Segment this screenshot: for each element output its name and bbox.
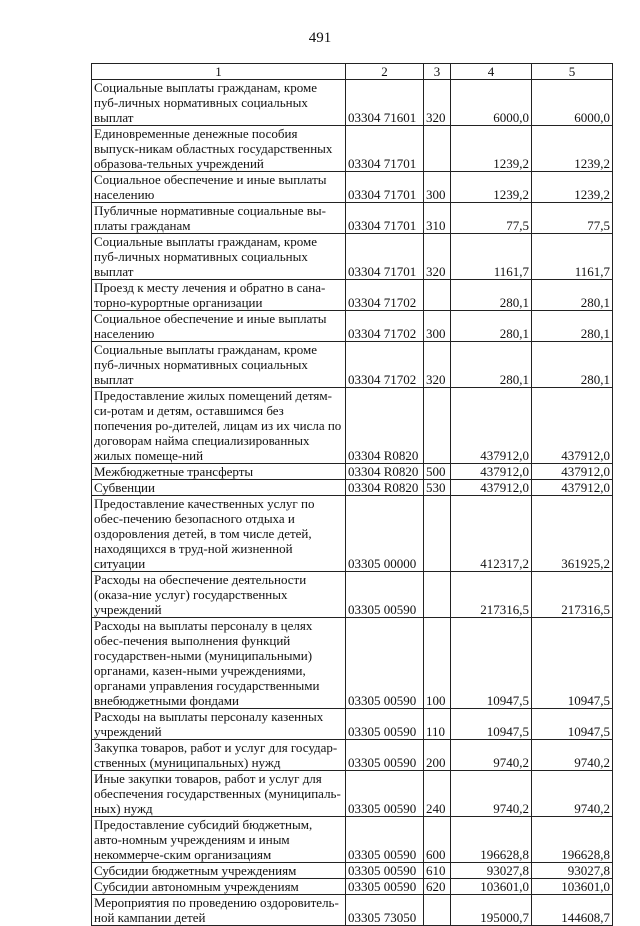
amount-col5-cell: 9740,2	[532, 771, 613, 817]
name-cell: Социальные выплаты гражданам, кроме пуб-личных нормативных социальных выплат	[92, 342, 346, 388]
expense-type-cell: 610	[424, 863, 451, 879]
expense-type-cell: 300	[424, 311, 451, 342]
code-cell: 03304 R0820	[346, 464, 424, 480]
expense-type-cell	[424, 126, 451, 172]
expense-type-cell: 110	[424, 709, 451, 740]
expense-type-cell: 530	[424, 480, 451, 496]
amount-col5-cell: 1239,2	[532, 172, 613, 203]
table-row	[92, 740, 613, 771]
name-cell: Проезд к месту лечения и обратно в сана-торно-курортные организации	[92, 280, 346, 311]
code-cell: 03305 73050	[346, 895, 424, 926]
amount-col4-cell: 1239,2	[451, 126, 532, 172]
expense-type-cell: 320	[424, 234, 451, 280]
code-cell: 03305 00590	[346, 740, 424, 771]
amount-col4-cell: 280,1	[451, 311, 532, 342]
amount-col5-cell: 9740,2	[532, 740, 613, 771]
code-cell: 03304 71702	[346, 311, 424, 342]
amount-col4-cell: 196628,8	[451, 817, 532, 863]
table-row	[92, 464, 613, 480]
name-cell: Субвенции	[92, 480, 346, 496]
name-cell: Социальные выплаты гражданам, кроме пуб-личных нормативных социальных выплат	[92, 234, 346, 280]
table-row	[92, 311, 613, 342]
table-row	[92, 203, 613, 234]
name-cell: Социальные выплаты гражданам, кроме пуб-личных нормативных социальных выплат	[92, 80, 346, 126]
amount-col5-cell: 217316,5	[532, 572, 613, 618]
table-row	[92, 771, 613, 817]
name-cell: Закупка товаров, работ и услуг для государ-ственных (муниципальных) нужд	[92, 740, 346, 771]
table-row	[92, 234, 613, 280]
table-row	[92, 863, 613, 879]
name-cell: Иные закупки товаров, работ и услуг для обеспечения государственных (муниципаль-ных) нужд	[92, 771, 346, 817]
amount-col4-cell: 1161,7	[451, 234, 532, 280]
column-header: 2	[346, 64, 424, 80]
name-cell: Расходы на выплаты персоналу в целях обес-печения выполнения функций государствен-ными (муниципальными) органами, казен-ными учреждениями, органами управления государственными внебюджетными фондами	[92, 618, 346, 709]
table-row	[92, 817, 613, 863]
code-cell: 03305 00590	[346, 618, 424, 709]
table-row	[92, 80, 613, 126]
name-cell: Предоставление субсидий бюджетным, авто-номным учреждениям и иным некоммерче-ским организациям	[92, 817, 346, 863]
amount-col5-cell: 361925,2	[532, 496, 613, 572]
page-number: 491	[308, 30, 332, 46]
amount-col4-cell: 437912,0	[451, 388, 532, 464]
expense-type-cell: 240	[424, 771, 451, 817]
table-row	[92, 709, 613, 740]
amount-col5-cell: 437912,0	[532, 464, 613, 480]
name-cell: Расходы на выплаты персоналу казенных учреждений	[92, 709, 346, 740]
name-cell: Мероприятия по проведению оздоровитель-ной кампании детей	[92, 895, 346, 926]
code-cell: 03304 71701	[346, 234, 424, 280]
expense-type-cell: 320	[424, 342, 451, 388]
amount-col5-cell: 10947,5	[532, 618, 613, 709]
amount-col5-cell: 1239,2	[532, 126, 613, 172]
expense-type-cell: 320	[424, 80, 451, 126]
name-cell: Предоставление качественных услуг по обес-печению безопасного отдыха и оздоровления детей, в том числе детей, находящихся в труд-ной жизненной ситуации	[92, 496, 346, 572]
code-cell: 03304 71702	[346, 280, 424, 311]
table-row	[92, 342, 613, 388]
name-cell: Единовременные денежные пособия выпуск-никам областных государственных образова-тельных учреждений	[92, 126, 346, 172]
column-header: 3	[424, 64, 451, 80]
amount-col5-cell: 280,1	[532, 280, 613, 311]
code-cell: 03305 00590	[346, 863, 424, 879]
name-cell: Предоставление жилых помещений детям-си-ротам и детям, оставшимся без попечения ро-дителей, лицам из их числа по договорам найма специализированных жилых помеще-ний	[92, 388, 346, 464]
name-cell: Межбюджетные трансферты	[92, 464, 346, 480]
table-row	[92, 126, 613, 172]
amount-col4-cell: 280,1	[451, 342, 532, 388]
expense-type-cell: 200	[424, 740, 451, 771]
amount-col5-cell: 196628,8	[532, 817, 613, 863]
amount-col5-cell: 77,5	[532, 203, 613, 234]
amount-col4-cell: 77,5	[451, 203, 532, 234]
expense-type-cell	[424, 280, 451, 311]
code-cell: 03304 71601	[346, 80, 424, 126]
table-row	[92, 388, 613, 464]
code-cell: 03304 71701	[346, 203, 424, 234]
code-cell: 03305 00000	[346, 496, 424, 572]
table-row	[92, 280, 613, 311]
table-row	[92, 895, 613, 926]
code-cell: 03304 R0820	[346, 388, 424, 464]
code-cell: 03305 00590	[346, 879, 424, 895]
expense-type-cell: 600	[424, 817, 451, 863]
code-cell: 03304 R0820	[346, 480, 424, 496]
amount-col5-cell: 280,1	[532, 311, 613, 342]
amount-col5-cell: 144608,7	[532, 895, 613, 926]
name-cell: Социальное обеспечение и иные выплаты населению	[92, 311, 346, 342]
expense-type-cell	[424, 895, 451, 926]
code-cell: 03305 00590	[346, 771, 424, 817]
code-cell: 03305 00590	[346, 709, 424, 740]
expense-type-cell: 100	[424, 618, 451, 709]
column-header: 5	[532, 64, 613, 80]
amount-col4-cell: 412317,2	[451, 496, 532, 572]
amount-col5-cell: 93027,8	[532, 863, 613, 879]
name-cell: Расходы на обеспечение деятельности (оказа-ние услуг) государственных учреждений	[92, 572, 346, 618]
table-row	[92, 572, 613, 618]
amount-col5-cell: 103601,0	[532, 879, 613, 895]
amount-col4-cell: 195000,7	[451, 895, 532, 926]
table-body	[92, 80, 613, 926]
code-cell: 03304 71702	[346, 342, 424, 388]
amount-col4-cell: 280,1	[451, 280, 532, 311]
amount-col4-cell: 9740,2	[451, 740, 532, 771]
name-cell: Публичные нормативные социальные вы-платы гражданам	[92, 203, 346, 234]
amount-col5-cell: 6000,0	[532, 80, 613, 126]
expense-type-cell: 310	[424, 203, 451, 234]
amount-col4-cell: 1239,2	[451, 172, 532, 203]
name-cell: Субсидии автономным учреждениям	[92, 879, 346, 895]
amount-col5-cell: 10947,5	[532, 709, 613, 740]
code-cell: 03304 71701	[346, 126, 424, 172]
column-header: 1	[92, 64, 346, 80]
expense-type-cell: 620	[424, 879, 451, 895]
table-row	[92, 496, 613, 572]
amount-col4-cell: 9740,2	[451, 771, 532, 817]
amount-col4-cell: 93027,8	[451, 863, 532, 879]
budget-table	[91, 63, 613, 926]
expense-type-cell: 500	[424, 464, 451, 480]
column-header: 4	[451, 64, 532, 80]
code-cell: 03305 00590	[346, 817, 424, 863]
amount-col4-cell: 10947,5	[451, 709, 532, 740]
amount-col4-cell: 10947,5	[451, 618, 532, 709]
code-cell: 03305 00590	[346, 572, 424, 618]
amount-col4-cell: 437912,0	[451, 480, 532, 496]
amount-col5-cell: 437912,0	[532, 388, 613, 464]
amount-col4-cell: 217316,5	[451, 572, 532, 618]
expense-type-cell: 300	[424, 172, 451, 203]
amount-col4-cell: 6000,0	[451, 80, 532, 126]
code-cell: 03304 71701	[346, 172, 424, 203]
name-cell: Субсидии бюджетным учреждениям	[92, 863, 346, 879]
table-row	[92, 480, 613, 496]
expense-type-cell	[424, 572, 451, 618]
amount-col5-cell: 280,1	[532, 342, 613, 388]
expense-type-cell	[424, 496, 451, 572]
amount-col4-cell: 103601,0	[451, 879, 532, 895]
amount-col5-cell: 1161,7	[532, 234, 613, 280]
header-row	[92, 64, 613, 80]
expense-type-cell	[424, 388, 451, 464]
table-row	[92, 618, 613, 709]
table-row	[92, 172, 613, 203]
name-cell: Социальное обеспечение и иные выплаты населению	[92, 172, 346, 203]
table-row	[92, 879, 613, 895]
amount-col4-cell: 437912,0	[451, 464, 532, 480]
amount-col5-cell: 437912,0	[532, 480, 613, 496]
